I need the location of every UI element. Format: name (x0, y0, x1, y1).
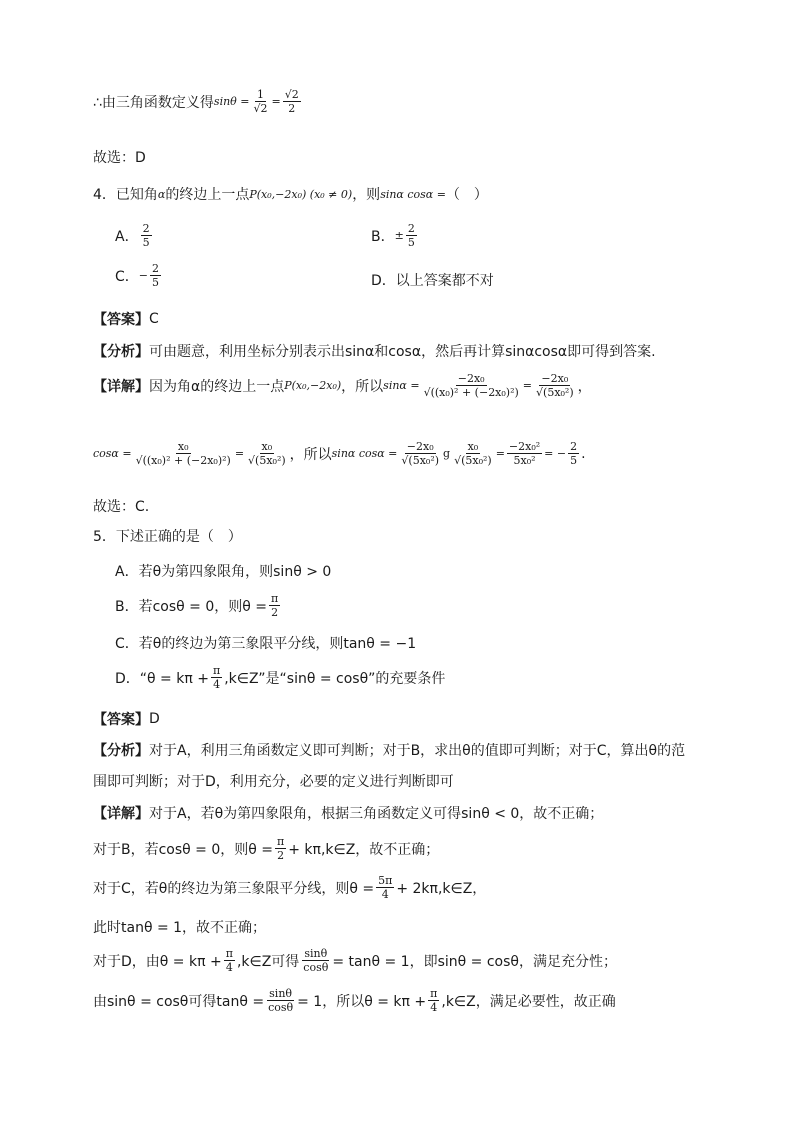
prev-fraction-2-den: 2 (288, 102, 296, 115)
q4-option-c (115, 262, 163, 289)
q5-option-b-num: π (271, 592, 279, 605)
q5-detail-l2-post: + kπ,k∈Z，故不正确； (288, 841, 440, 858)
q4-detail-text1: 因为角α的终边上一点 (149, 378, 285, 395)
q4-option-d: D．以上答案都不对 (371, 273, 494, 289)
q4-prod-fraction-4 (568, 440, 579, 467)
q4-prod-f1-den: √(5x₀²) (401, 454, 440, 467)
prev-derivation-text: ∴由三角函数定义得 (93, 94, 214, 111)
q4-option-b-den: 5 (407, 236, 415, 249)
q4-stem-mid2: ，则 (352, 187, 381, 203)
q5-detail-l5-num: π (225, 947, 233, 960)
q5-answer-tag: 【答案】 (93, 712, 149, 728)
q4-analysis-tag: 【分析】 (93, 344, 149, 360)
q4-prod-f2-den: √(5x₀²) (454, 454, 492, 467)
q5-option-d (115, 664, 445, 691)
q4-option-a-num: 2 (142, 222, 150, 235)
q5-detail-l3-den: 4 (381, 888, 389, 901)
q4-option-c-den: 5 (152, 276, 159, 289)
q4-answer (93, 309, 159, 329)
q5-detail-line1 (93, 803, 603, 823)
q4-cos-f1-num: x₀ (177, 440, 189, 453)
q4-detail-point: P(x₀,−2x₀) (284, 379, 342, 392)
q4-detail-line2 (93, 440, 586, 467)
q5-detail-line4: 此时tanθ = 1，故不正确； (93, 920, 267, 936)
q5-detail-l5-pre: 对于D，由θ = kπ + (93, 953, 222, 970)
q4-option-b-fraction (406, 222, 417, 249)
prev-fraction-1-den: √2 (253, 102, 268, 115)
q5-detail-l2-fraction (275, 835, 286, 862)
q5-detail-l2-num: π (277, 835, 285, 848)
q4-stem-mid: 的终边上一点 (165, 187, 250, 203)
q5-detail-text1: 对于A，若θ为第四象限角，根据三角函数定义可得sinθ < 0，故不正确； (149, 806, 604, 822)
q5-detail-l5-fraction-1 (224, 947, 235, 974)
q4-stem-prefix: 4．已知角 (93, 187, 158, 203)
q5-option-d-post: ,k∈Z”是“sinθ = cosθ”的充要条件 (224, 670, 446, 687)
q5-detail-l6-mid: = 1，所以θ = kπ + (297, 993, 427, 1010)
q4-detail-text2: ，所以 (341, 378, 384, 395)
q5-detail-l3-fraction (376, 874, 394, 901)
q4-detail-tag: 【详解】 (93, 378, 149, 395)
q4-prod-f4-den: 5 (570, 454, 578, 467)
q4-option-c-label: C． (115, 268, 139, 285)
prev-derivation-math: sinθ = (213, 95, 250, 108)
q4-stem-point: P(x₀,−2x₀) (x₀ ≠ 0) (249, 187, 353, 201)
prev-fraction-1-num: 1 (257, 88, 265, 101)
q4-analysis (93, 341, 656, 361)
q5-detail-l6-fraction-1 (266, 987, 295, 1014)
prev-fraction-2 (283, 88, 301, 115)
q4-detail-f2-den: √(5x₀²) (536, 386, 574, 399)
q5-option-b (115, 592, 282, 619)
q4-prod-g: g (443, 447, 451, 460)
q5-stem: 5．下述正确的是（ ） (93, 529, 242, 545)
q4-option-a-label: A． (115, 228, 139, 245)
q5-detail-l3-pre: 对于C，若θ的终边为第三象限平分线，则θ = (93, 880, 375, 897)
q5-detail-l6-post: ,k∈Z，满足必要性，故正确 (441, 993, 616, 1010)
q4-option-b-label: B． (371, 228, 395, 245)
q5-detail-l5-fraction-2 (301, 947, 330, 974)
q4-prod-f3-num: −2x₀² (508, 440, 541, 453)
q5-detail-line5 (93, 947, 617, 974)
q5-detail-l6-fnum: sinθ (269, 987, 293, 1000)
q4-answer-tag: 【答案】 (93, 312, 149, 328)
q4-detail-sin: sinα = (383, 379, 420, 392)
q5-detail-l6-num: π (430, 987, 438, 1000)
q5-detail-line6 (93, 987, 616, 1014)
q5-analysis-line2: 围即可判断；对于D，利用充分，必要的定义进行判断即可 (93, 774, 454, 790)
q5-option-d-den: 4 (213, 678, 221, 691)
q5-detail-l5-den: 4 (225, 961, 233, 974)
q5-option-d-fraction (211, 664, 222, 691)
q5-detail-l5-fden: cosθ (303, 961, 329, 974)
q5-option-d-num: π (212, 664, 221, 677)
q4-analysis-text: 可由题意，利用坐标分别表示出sinα和cosα，然后再计算sinαcosα即可得到答案. (149, 344, 656, 360)
q4-prod-end: . (581, 445, 586, 462)
q4-prod-expr: sinα cosα = (331, 447, 398, 460)
q5-option-b-fraction (269, 592, 280, 619)
q5-detail-l3-post: + 2kπ,k∈Z， (396, 880, 487, 897)
q4-detail-fraction-2 (534, 372, 576, 399)
q4-option-a-den: 5 (142, 236, 150, 249)
prev-derivation-line (93, 88, 303, 115)
q5-detail-tag: 【详解】 (93, 806, 149, 822)
q4-option-c-num: 2 (152, 262, 159, 275)
q4-prod-fraction-1 (399, 440, 441, 467)
prev-fraction-2-num: √2 (284, 88, 299, 101)
q4-cos-text: ，所以 (289, 446, 332, 463)
q4-prod-fraction-2 (452, 440, 494, 467)
q5-option-a: A．若θ为第四象限角，则sinθ > 0 (115, 564, 332, 580)
equals-sign: = (234, 447, 245, 460)
equals-sign: = (522, 379, 533, 392)
q5-answer (93, 709, 160, 729)
equals-sign: = (271, 95, 281, 108)
q5-detail-line2 (93, 835, 439, 862)
q4-option-b-sign: ± (394, 229, 404, 242)
q4-cos-f1-den: √((x₀)² + (−2x₀)²) (135, 454, 231, 467)
q4-detail-f1-den: √((x₀)² + (−2x₀)²) (423, 386, 519, 399)
q4-cos-f2-num: x₀ (261, 440, 273, 453)
q4-cos-expr: cosα = (93, 447, 132, 460)
q4-stem-expr: sinα cosα = (380, 187, 446, 201)
q5-detail-l6-fden: cosθ (268, 1001, 294, 1014)
q4-stem-alpha: α (157, 187, 166, 201)
q5-detail-l5-fnum: sinθ (304, 947, 328, 960)
q5-option-c: C．若θ的终边为第三象限平分线，则tanθ = −1 (115, 636, 417, 652)
q4-detail-f1-num: −2x₀ (457, 372, 485, 385)
q5-detail-l2-pre: 对于B，若cosθ = 0，则θ = (93, 841, 274, 858)
q4-stem-end: （ ） (445, 187, 488, 203)
q4-option-c-sign: − (138, 269, 148, 282)
equals-sign: = (495, 447, 505, 460)
q4-cos-fraction-2 (246, 440, 288, 467)
q5-detail-l2-den: 2 (277, 849, 285, 862)
q4-option-b-num: 2 (407, 222, 415, 235)
q5-detail-l5-post: = tanθ = 1，即sinθ = cosθ，满足充分性； (332, 953, 617, 970)
q4-cos-fraction-1 (134, 440, 233, 467)
q5-analysis-tag: 【分析】 (93, 743, 149, 759)
q4-option-b (371, 222, 419, 249)
q4-prod-fraction-3 (507, 440, 542, 467)
q4-option-c-fraction (150, 262, 161, 289)
q4-detail-fraction-1 (422, 372, 521, 399)
q5-option-b-text: B．若cosθ = 0，则θ = (115, 598, 268, 615)
q4-option-a-fraction (141, 222, 152, 249)
q5-detail-line3 (93, 874, 486, 901)
q5-detail-l6-den: 4 (430, 1001, 438, 1014)
q4-detail-f2-num: −2x₀ (541, 372, 569, 385)
q4-prod-f1-num: −2x₀ (406, 440, 434, 453)
q5-detail-l6-fraction-2 (428, 987, 439, 1014)
q4-option-a (115, 222, 154, 249)
q5-analysis-line1 (93, 740, 685, 760)
q4-prod-f4-num: 2 (570, 440, 578, 453)
q5-analysis-text1: 对于A，利用三角函数定义即可判断；对于B，求出θ的值即可判断；对于C，算出θ的范 (149, 743, 686, 759)
prev-answer: 故选：D (93, 150, 146, 166)
q4-answer-value: C (149, 311, 159, 327)
q4-prod-neg: = − (544, 447, 567, 460)
q5-answer-value: D (149, 711, 160, 727)
q5-detail-l5-mid: ,k∈Z可得 (236, 953, 300, 970)
q4-prod-f3-den: 5x₀² (513, 454, 536, 467)
q4-detail-line1 (93, 372, 592, 399)
prev-fraction-1 (252, 88, 270, 115)
q4-stem (93, 184, 488, 204)
q4-prod-f2-num: x₀ (467, 440, 479, 453)
q5-detail-l3-num: 5π (378, 874, 393, 887)
q4-cos-f2-den: √(5x₀²) (248, 454, 286, 467)
q5-option-d-pre: D．“θ = kπ + (115, 670, 209, 687)
q4-final-answer: 故选：C. (93, 499, 150, 515)
q5-detail-l6-pre: 由sinθ = cosθ可得tanθ = (93, 993, 265, 1010)
q5-option-b-den: 2 (271, 606, 279, 619)
q4-detail-comma: ， (577, 378, 592, 395)
